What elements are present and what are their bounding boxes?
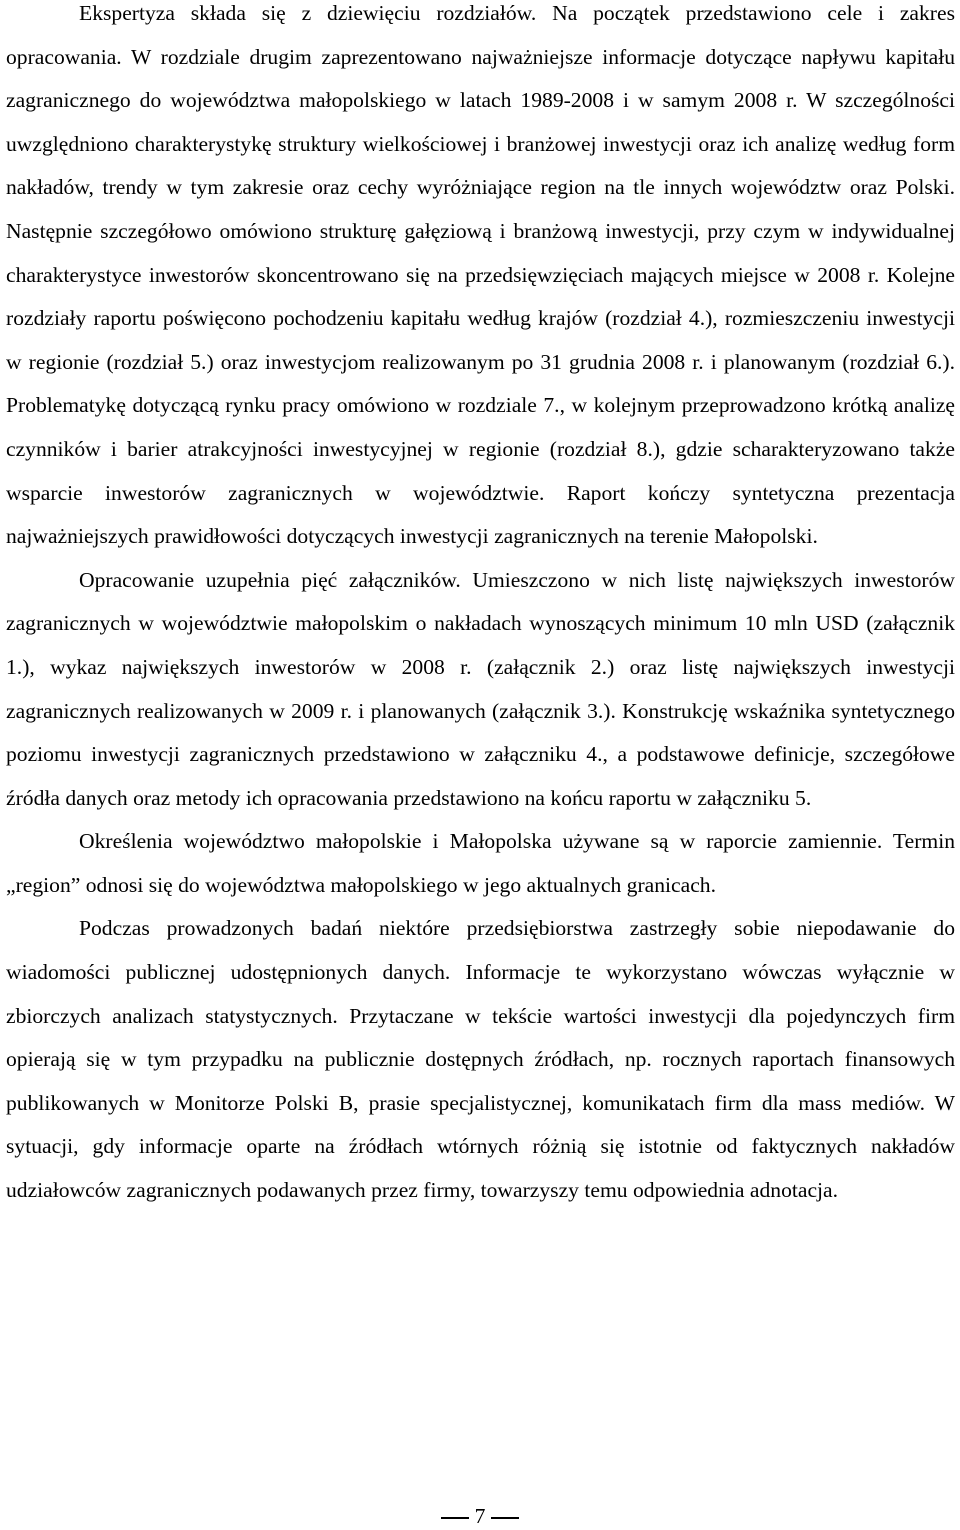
paragraph-appendices: Opracowanie uzupełnia pięć załączników. Umieszczono w nich listę największych inwestorów zagranicznych w województwie małopolskim o nakładach wynoszących minimum 10 mln USD (załącznik 1.), wykaz największych inwestorów w 2008 r. (załącznik 2.) oraz listę największych inwestycji zagranicznych realizowanych w 2009 r. i planowanych (załącznik 3.). Konstrukcję wskaźnika syntetycznego poziomu inwestycji zagranicznych przedstawiono w załączniku 4., a podstawowe definicje, szczegółowe źródła danych oraz metody ich opracowania przedstawiono na końcu raportu w załączniku 5. (6, 567, 955, 810)
page-footer (0, 1502, 960, 1530)
footer-dash-left (441, 1517, 469, 1518)
footer-dash-right (491, 1517, 519, 1518)
paragraph-data-confidentiality: Podczas prowadzonych badań niektóre przedsiębiorstwa zastrzegły sobie niepodawanie do wiadomości publicznej udostępnionych danych. Informacje te wykorzystano wówczas wyłącznie w zbiorczych analizach statystycznych. Przytaczane w tekście wartości inwestycji dla pojedynczych firm opierają się w tym przypadku na publicznie dostępnych źródłach, np. rocznych raportach finansowych publikowanych w Monitorze Polski B, prasie specjalistycznej, komunikatach firm dla mass mediów. W sytuacji, gdy informacje oparte na źródłach wtórnych różnią się istotnie od faktycznych nakładów udziałowców zagranicznych podawanych przez firmy, towarzyszy temu odpowiednia adnotacja. (6, 916, 955, 1203)
document-page (6, 0, 955, 1213)
page-number: 7 (474, 1504, 486, 1528)
paragraph-chapters: Ekspertyza składa się z dziewięciu rozdziałów. Na początek przedstawiono cele i zakres opracowania. W rozdziale drugim zaprezentowano najważniejsze informacje dotyczące napływu kapitału zagranicznego do województwa małopolskiego w latach 1989-2008 i w samym 2008 r. W szczególności uwzględniono charakterystykę struktury wielkościowej i branżowej inwestycji oraz ich analizę według form nakładów, trendy w tym zakresie oraz cechy wyróżniające region na tle innych województw oraz Polski. Następnie szczegółowo omówiono strukturę gałęziową i branżową inwestycji, przy czym w indywidualnej charakterystyce inwestorów skoncentrowano się na przedsięwzięciach mających miejsce w 2008 r. Kolejne rozdziały raportu poświęcono pochodzeniu kapitału według krajów (rozdział 4.), rozmieszczeniu inwestycji w regionie (rozdział 5.) oraz inwestycjom realizowanym po 31 grudnia 2008 r. i planowanym (rozdział 6.). Problematykę dotyczącą rynku pracy omówiono w rozdziale 7., w kolejnym przeprowadzono krótką analizę czynników i barier atrakcyjności inwestycyjnej w regionie (rozdział 8.), gdzie scharakteryzowano także wsparcie inwestorów zagranicznych w województwie. Raport kończy syntetyczna prezentacja najważniejszych prawidłowości dotyczących inwestycji zagranicznych na terenie Małopolski. (6, 1, 955, 549)
paragraph-terminology: Określenia województwo małopolskie i Małopolska używane są w raporcie zamiennie. Termin „region” odnosi się do województwa małopolskiego w jego aktualnych granicach. (6, 829, 955, 897)
